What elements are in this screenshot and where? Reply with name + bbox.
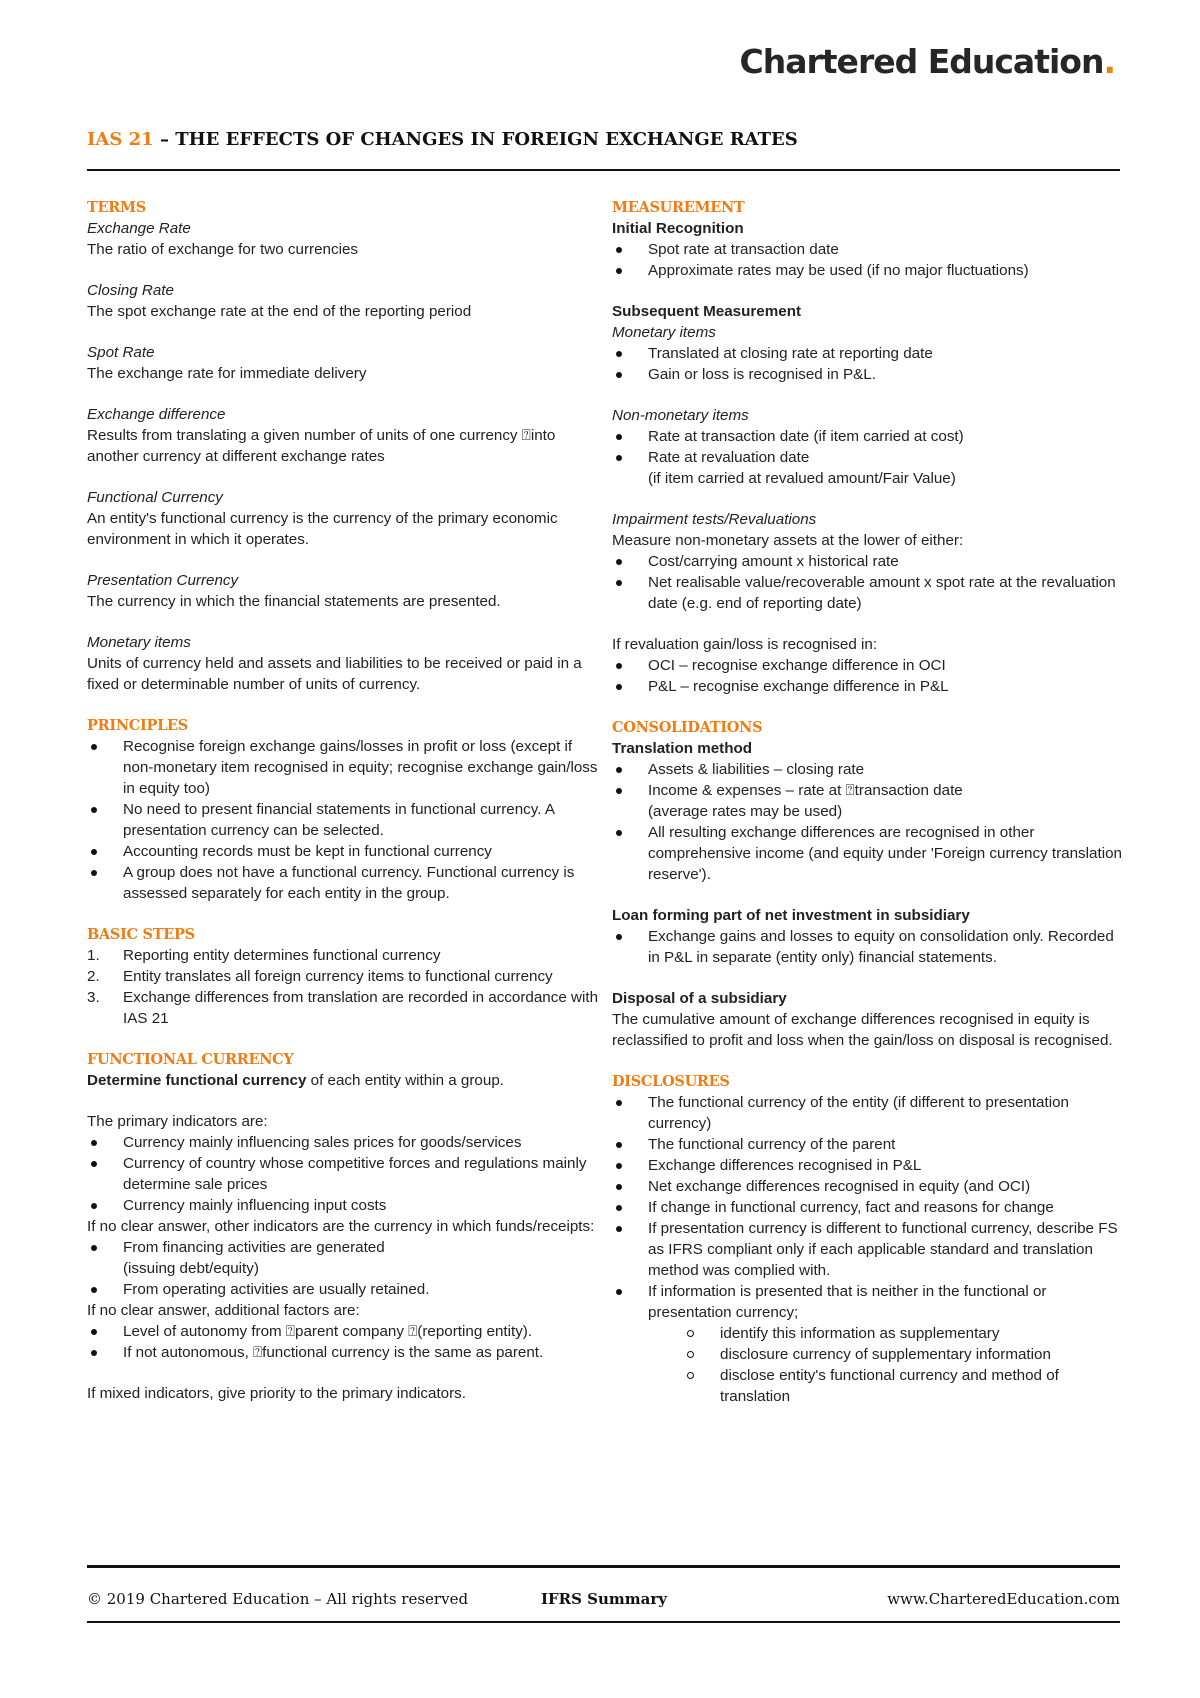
principle-item: A group does not have a functional currency. Functional currency is assessed separately for each entity in the group.	[87, 862, 599, 904]
disclosure-subitem: disclose entity's functional currency and method of translation	[684, 1365, 1124, 1407]
principle-item: Accounting records must be kept in functional currency	[87, 841, 599, 862]
primary-indicators-intro: The primary indicators are:	[87, 1113, 268, 1130]
disclosure-subitem: identify this information as supplementary	[684, 1323, 1124, 1344]
term-entry	[87, 487, 599, 550]
primary-indicator-item: Currency mainly influencing sales prices for goods/services	[87, 1132, 599, 1153]
term-definition: The currency in which the financial statements are presented.	[87, 593, 501, 610]
translation-method-title: Translation method	[612, 740, 753, 757]
disclosure-item: If presentation currency is different to functional currency, describe FS as IFRS compliant only if each applicable standard and translation method was complied with.	[612, 1218, 1124, 1281]
footer-copyright: © 2019 Chartered Education – All rights reserved	[87, 1590, 469, 1608]
section-heading-principles: PRINCIPLES	[87, 717, 188, 734]
term-definition: The spot exchange rate at the end of the reporting period	[87, 303, 472, 320]
term-definition: The ratio of exchange for two currencies	[87, 241, 358, 258]
mixed-indicators-note: If mixed indicators, give priority to the primary indicators.	[87, 1385, 466, 1402]
brand-dot: .	[1103, 42, 1115, 81]
primary-indicator-item: Currency of country whose competitive forces and regulations mainly determine sale prices	[87, 1153, 599, 1195]
term-name: Monetary items	[87, 634, 191, 651]
basic-step-item	[87, 966, 599, 987]
step-text: Entity translates all foreign currency items to functional currency	[123, 968, 553, 985]
basic-step-item	[87, 945, 599, 966]
revaluation-item: OCI – recognise exchange difference in OCI	[612, 655, 1124, 676]
other-indicator-item: From operating activities are usually retained.	[87, 1279, 599, 1300]
loan-list	[612, 926, 1124, 968]
additional-factors-list	[87, 1321, 599, 1363]
disclosure-item: The functional currency of the parent	[612, 1134, 1124, 1155]
principle-item: No need to present financial statements in functional currency. A presentation currency can be selected.	[87, 799, 599, 841]
non-monetary-item: Rate at revaluation date (if item carried at revalued amount/Fair Value)	[612, 447, 1124, 489]
primary-indicators-list	[87, 1132, 599, 1216]
term-name: Spot Rate	[87, 344, 155, 361]
left-column	[87, 197, 599, 1404]
additional-factors-intro: If no clear answer, additional factors are:	[87, 1302, 360, 1319]
disclosure-item: The functional currency of the entity (if different to presentation currency)	[612, 1092, 1124, 1134]
term-entry	[87, 342, 599, 384]
monetary-items-list	[612, 343, 1124, 385]
impairment-list	[612, 551, 1124, 614]
section-heading-disclosures: DISCLOSURES	[612, 1073, 730, 1090]
translation-item: Assets & liabilities – closing rate	[612, 759, 1124, 780]
non-monetary-item: Rate at transaction date (if item carried at cost)	[612, 426, 1124, 447]
section-heading-measurement: MEASUREMENT	[612, 199, 745, 216]
term-name: Closing Rate	[87, 282, 174, 299]
additional-factor-item: If not autonomous, ⍰functional currency is the same as parent.	[87, 1342, 599, 1363]
term-entry	[87, 570, 599, 612]
term-entry	[87, 404, 599, 467]
revaluation-intro: If revaluation gain/loss is recognised in:	[612, 636, 878, 653]
term-definition: Units of currency held and assets and liabilities to be received or paid in a fixed or determinable number of units of currency.	[87, 655, 582, 693]
terms-list	[87, 218, 599, 695]
term-definition: Results from translating a given number of units of one currency ⍰into another currency at different exchange rates	[87, 427, 556, 465]
term-definition: The exchange rate for immediate delivery	[87, 365, 367, 382]
impairment-item: Net realisable value/recoverable amount x spot rate at the revaluation date (e.g. end of reporting date)	[612, 572, 1124, 614]
right-column	[612, 197, 1124, 1407]
page-title-text: – THE EFFECTS OF CHANGES IN FOREIGN EXCHANGE RATES	[153, 129, 798, 150]
disclosure-item: Exchange differences recognised in P&L	[612, 1155, 1124, 1176]
primary-indicator-item: Currency mainly influencing input costs	[87, 1195, 599, 1216]
initial-recognition-title: Initial Recognition	[612, 220, 744, 237]
loan-title: Loan forming part of net investment in subsidiary	[612, 907, 970, 924]
translation-method-list	[612, 759, 1124, 885]
footer-divider-bottom	[87, 1621, 1120, 1623]
other-indicators-list	[87, 1237, 599, 1300]
monetary-item: Gain or loss is recognised in P&L.	[612, 364, 1124, 385]
other-indicator-item: From financing activities are generated (issuing debt/equity)	[87, 1237, 599, 1279]
footer-divider-top	[87, 1565, 1120, 1568]
term-name: Functional Currency	[87, 489, 223, 506]
translation-item: All resulting exchange differences are recognised in other comprehensive income (and equity under 'Foreign currency translation reserve').	[612, 822, 1124, 885]
impairment-intro: Measure non-monetary assets at the lower of either:	[612, 532, 964, 549]
disclosures-sublist	[612, 1323, 1124, 1407]
brand-name: Chartered Education	[739, 42, 1104, 81]
section-heading-consolidations: CONSOLIDATIONS	[612, 719, 763, 736]
title-divider	[87, 169, 1120, 171]
translation-item: Income & expenses – rate at ⍰transaction date (average rates may be used)	[612, 780, 1124, 822]
functional-currency-lead: Determine functional currency of each entity within a group.	[87, 1072, 504, 1089]
basic-step-item	[87, 987, 599, 1029]
initial-recognition-item: Spot rate at transaction date	[612, 239, 1124, 260]
term-entry	[87, 632, 599, 695]
impairment-title: Impairment tests/Revaluations	[612, 511, 817, 528]
step-number: 2.	[87, 968, 100, 985]
brand-logo	[740, 42, 1115, 81]
term-entry	[87, 218, 599, 260]
term-definition: An entity's functional currency is the currency of the primary economic environment in which it operates.	[87, 510, 558, 548]
basic-steps-list	[87, 945, 599, 1029]
footer-url[interactable]: www.CharteredEducation.com	[887, 1590, 1120, 1608]
additional-factor-item: Level of autonomy from ⍰parent company ⍰(reporting entity).	[87, 1321, 599, 1342]
section-heading-basic-steps: BASIC STEPS	[87, 926, 195, 943]
section-heading-terms: TERMS	[87, 199, 146, 216]
disclosure-item: Net exchange differences recognised in equity (and OCI)	[612, 1176, 1124, 1197]
loan-item: Exchange gains and losses to equity on consolidation only. Recorded in P&L in separate (entity only) financial statements.	[612, 926, 1124, 968]
initial-recognition-list	[612, 239, 1124, 281]
disposal-text: The cumulative amount of exchange differences recognised in equity is reclassified to profit and loss when the gain/loss on disposal is recognised.	[612, 1011, 1113, 1049]
revaluation-list	[612, 655, 1124, 697]
initial-recognition-item: Approximate rates may be used (if no major fluctuations)	[612, 260, 1124, 281]
section-heading-functional-currency: FUNCTIONAL CURRENCY	[87, 1051, 294, 1068]
non-monetary-items-title: Non-monetary items	[612, 407, 749, 424]
revaluation-item: P&L – recognise exchange difference in P&L	[612, 676, 1124, 697]
page-title	[87, 129, 798, 150]
principles-list	[87, 736, 599, 904]
impairment-item: Cost/carrying amount x historical rate	[612, 551, 1124, 572]
step-text: Reporting entity determines functional currency	[123, 947, 441, 964]
monetary-item: Translated at closing rate at reporting date	[612, 343, 1124, 364]
page-title-code: IAS 21	[87, 129, 154, 150]
disclosures-list	[612, 1092, 1124, 1323]
disposal-title: Disposal of a subsidiary	[612, 990, 787, 1007]
step-number: 3.	[87, 989, 100, 1006]
monetary-items-title: Monetary items	[612, 324, 716, 341]
term-name: Exchange difference	[87, 406, 226, 423]
step-number: 1.	[87, 947, 100, 964]
non-monetary-items-list	[612, 426, 1124, 489]
footer-center: IFRS Summary	[541, 1590, 668, 1608]
disclosure-subitem: disclosure currency of supplementary information	[684, 1344, 1124, 1365]
subsequent-measurement-title: Subsequent Measurement	[612, 303, 802, 320]
other-indicators-intro: If no clear answer, other indicators are the currency in which funds/receipts:	[87, 1218, 595, 1235]
term-entry	[87, 280, 599, 322]
term-name: Exchange Rate	[87, 220, 191, 237]
principle-item: Recognise foreign exchange gains/losses in profit or loss (except if non-monetary item recognised in equity; recognise exchange gain/loss in equity too)	[87, 736, 599, 799]
disclosure-item: If change in functional currency, fact and reasons for change	[612, 1197, 1124, 1218]
disclosure-item: If information is presented that is neither in the functional or presentation currency;	[612, 1281, 1124, 1323]
term-name: Presentation Currency	[87, 572, 239, 589]
step-text: Exchange differences from translation are recorded in accordance with IAS 21	[123, 989, 599, 1027]
